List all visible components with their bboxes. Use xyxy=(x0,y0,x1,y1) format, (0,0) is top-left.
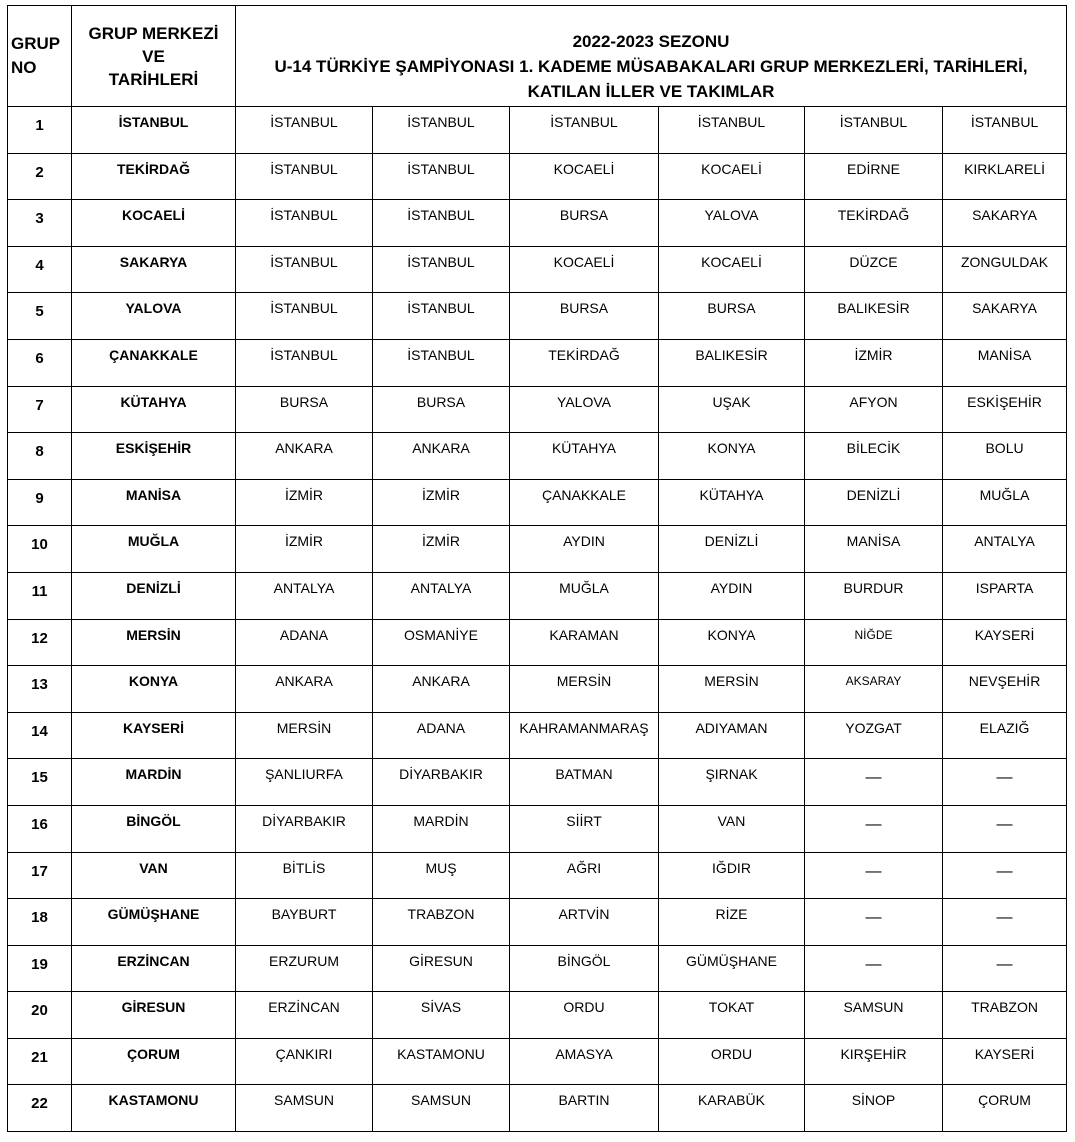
team-cell: BURSA xyxy=(373,386,510,433)
team-cell: İSTANBUL xyxy=(373,107,510,154)
table-row xyxy=(8,619,1067,666)
team-cell: — xyxy=(805,759,943,806)
team-cell: İZMİR xyxy=(236,479,373,526)
team-cell: MERSİN xyxy=(236,712,373,759)
group-center-cell: GÜMÜŞHANE xyxy=(72,899,236,946)
team-cell: ANTALYA xyxy=(943,526,1067,573)
team-cell: ANKARA xyxy=(236,666,373,713)
team-cell: SİİRT xyxy=(510,805,659,852)
group-number-cell: 6 xyxy=(8,339,72,386)
team-cell: MARDİN xyxy=(373,805,510,852)
header-title: 2022-2023 SEZONU U-14 TÜRKİYE ŞAMPİYONASI 1. KADEME MÜSABAKALARI GRUP MERKEZLERİ, TARİHLERİ, KATILAN İLLER VE TAKIMLAR xyxy=(236,6,1067,107)
team-cell: GÜMÜŞHANE xyxy=(659,945,805,992)
team-cell: AYDIN xyxy=(659,572,805,619)
group-number-cell: 15 xyxy=(8,759,72,806)
team-cell: BALIKESİR xyxy=(805,293,943,340)
team-cell: OSMANİYE xyxy=(373,619,510,666)
team-cell: — xyxy=(805,899,943,946)
team-cell: BARTIN xyxy=(510,1085,659,1132)
group-center-cell: GİRESUN xyxy=(72,992,236,1039)
groups-table xyxy=(7,5,1067,1132)
team-cell: — xyxy=(943,805,1067,852)
team-cell: YALOVA xyxy=(659,200,805,247)
team-cell: İSTANBUL xyxy=(659,107,805,154)
team-cell: KIRKLARELİ xyxy=(943,153,1067,200)
group-center-cell: MARDİN xyxy=(72,759,236,806)
team-cell: SİVAS xyxy=(373,992,510,1039)
team-cell: ARTVİN xyxy=(510,899,659,946)
team-cell: ANKARA xyxy=(373,666,510,713)
team-cell: KOCAELİ xyxy=(510,246,659,293)
team-cell: MANİSA xyxy=(805,526,943,573)
team-cell: BURSA xyxy=(510,293,659,340)
table-row xyxy=(8,572,1067,619)
team-cell: EDİRNE xyxy=(805,153,943,200)
team-cell: RİZE xyxy=(659,899,805,946)
team-cell: NEVŞEHİR xyxy=(943,666,1067,713)
team-cell: BİTLİS xyxy=(236,852,373,899)
team-cell: — xyxy=(805,945,943,992)
team-cell: AYDIN xyxy=(510,526,659,573)
team-cell: SAMSUN xyxy=(236,1085,373,1132)
team-cell: TEKİRDAĞ xyxy=(510,339,659,386)
team-cell: TRABZON xyxy=(943,992,1067,1039)
team-cell: İSTANBUL xyxy=(805,107,943,154)
team-cell: BİNGÖL xyxy=(510,945,659,992)
team-cell: BURSA xyxy=(659,293,805,340)
team-cell: ANKARA xyxy=(373,433,510,480)
team-cell: — xyxy=(943,945,1067,992)
group-center-cell: ÇANAKKALE xyxy=(72,339,236,386)
team-cell: BURSA xyxy=(236,386,373,433)
group-center-cell: SAKARYA xyxy=(72,246,236,293)
group-number-cell: 19 xyxy=(8,945,72,992)
team-cell: MUŞ xyxy=(373,852,510,899)
team-cell: BALIKESİR xyxy=(659,339,805,386)
group-center-cell: KASTAMONU xyxy=(72,1085,236,1132)
team-cell: MUĞLA xyxy=(510,572,659,619)
team-cell: ORDU xyxy=(659,1038,805,1085)
table-row xyxy=(8,200,1067,247)
table-row xyxy=(8,1085,1067,1132)
table-header-row xyxy=(8,6,1067,107)
team-cell: ÇORUM xyxy=(943,1085,1067,1132)
table-row xyxy=(8,479,1067,526)
table-row xyxy=(8,246,1067,293)
team-cell: SAMSUN xyxy=(805,992,943,1039)
team-cell: ISPARTA xyxy=(943,572,1067,619)
team-cell: — xyxy=(943,899,1067,946)
team-cell: GİRESUN xyxy=(373,945,510,992)
team-cell: BURSA xyxy=(510,200,659,247)
table-row xyxy=(8,386,1067,433)
table-row xyxy=(8,852,1067,899)
group-center-cell: TEKİRDAĞ xyxy=(72,153,236,200)
group-number-cell: 8 xyxy=(8,433,72,480)
team-cell: İZMİR xyxy=(236,526,373,573)
team-cell: ANKARA xyxy=(236,433,373,480)
group-center-cell: KOCAELİ xyxy=(72,200,236,247)
group-center-cell: MANİSA xyxy=(72,479,236,526)
group-number-cell: 16 xyxy=(8,805,72,852)
table-row xyxy=(8,945,1067,992)
team-cell: KASTAMONU xyxy=(373,1038,510,1085)
team-cell: İZMİR xyxy=(805,339,943,386)
table-row xyxy=(8,526,1067,573)
team-cell: İZMİR xyxy=(373,526,510,573)
team-cell: MERSİN xyxy=(510,666,659,713)
group-center-cell: ESKİŞEHİR xyxy=(72,433,236,480)
team-cell: ESKİŞEHİR xyxy=(943,386,1067,433)
table-row xyxy=(8,293,1067,340)
team-cell: MANİSA xyxy=(943,339,1067,386)
table-row xyxy=(8,666,1067,713)
team-cell: İSTANBUL xyxy=(373,246,510,293)
group-number-cell: 20 xyxy=(8,992,72,1039)
table-row xyxy=(8,759,1067,806)
team-cell: ERZİNCAN xyxy=(236,992,373,1039)
team-cell: TOKAT xyxy=(659,992,805,1039)
team-cell: İSTANBUL xyxy=(236,153,373,200)
team-cell: KIRŞEHİR xyxy=(805,1038,943,1085)
team-cell: SAMSUN xyxy=(373,1085,510,1132)
team-cell: YOZGAT xyxy=(805,712,943,759)
table-row xyxy=(8,805,1067,852)
group-center-cell: KÜTAHYA xyxy=(72,386,236,433)
group-center-cell: KONYA xyxy=(72,666,236,713)
group-number-cell: 22 xyxy=(8,1085,72,1132)
header-grup-no: GRUP NO xyxy=(8,6,72,107)
team-cell: KÜTAHYA xyxy=(659,479,805,526)
team-cell: ANTALYA xyxy=(373,572,510,619)
group-number-cell: 2 xyxy=(8,153,72,200)
group-number-cell: 13 xyxy=(8,666,72,713)
group-number-cell: 1 xyxy=(8,107,72,154)
team-cell: DENİZLİ xyxy=(805,479,943,526)
team-cell: KARABÜK xyxy=(659,1085,805,1132)
team-cell: İSTANBUL xyxy=(236,107,373,154)
team-cell: ELAZIĞ xyxy=(943,712,1067,759)
group-number-cell: 14 xyxy=(8,712,72,759)
group-number-cell: 21 xyxy=(8,1038,72,1085)
table-row xyxy=(8,712,1067,759)
group-number-cell: 5 xyxy=(8,293,72,340)
team-cell: BATMAN xyxy=(510,759,659,806)
group-center-cell: DENİZLİ xyxy=(72,572,236,619)
team-cell: ERZURUM xyxy=(236,945,373,992)
team-cell: ŞIRNAK xyxy=(659,759,805,806)
group-number-cell: 4 xyxy=(8,246,72,293)
team-cell: ÇANKIRI xyxy=(236,1038,373,1085)
team-cell: SAKARYA xyxy=(943,200,1067,247)
team-cell: KARAMAN xyxy=(510,619,659,666)
team-cell: KAYSERİ xyxy=(943,1038,1067,1085)
table-row xyxy=(8,433,1067,480)
team-cell: KAHRAMANMARAŞ xyxy=(510,712,659,759)
team-cell: İSTANBUL xyxy=(236,293,373,340)
group-number-cell: 11 xyxy=(8,572,72,619)
group-center-cell: YALOVA xyxy=(72,293,236,340)
team-cell: KOCAELİ xyxy=(659,246,805,293)
team-cell: İSTANBUL xyxy=(373,200,510,247)
group-number-cell: 12 xyxy=(8,619,72,666)
team-cell: AKSARAY xyxy=(805,666,943,713)
team-cell: YALOVA xyxy=(510,386,659,433)
team-cell: BAYBURT xyxy=(236,899,373,946)
team-cell: KOCAELİ xyxy=(659,153,805,200)
team-cell: DÜZCE xyxy=(805,246,943,293)
team-cell: ADANA xyxy=(373,712,510,759)
group-center-cell: MERSİN xyxy=(72,619,236,666)
team-cell: İSTANBUL xyxy=(373,339,510,386)
team-cell: BİLECİK xyxy=(805,433,943,480)
table-row xyxy=(8,899,1067,946)
team-cell: ŞANLIURFA xyxy=(236,759,373,806)
table-row xyxy=(8,339,1067,386)
team-cell: ORDU xyxy=(510,992,659,1039)
group-number-cell: 3 xyxy=(8,200,72,247)
team-cell: TRABZON xyxy=(373,899,510,946)
group-center-cell: BİNGÖL xyxy=(72,805,236,852)
team-cell: KONYA xyxy=(659,433,805,480)
team-cell: KONYA xyxy=(659,619,805,666)
group-center-cell: ÇORUM xyxy=(72,1038,236,1085)
team-cell: İZMİR xyxy=(373,479,510,526)
table-row xyxy=(8,153,1067,200)
team-cell: BURDUR xyxy=(805,572,943,619)
team-cell: — xyxy=(805,805,943,852)
team-cell: İSTANBUL xyxy=(510,107,659,154)
team-cell: AĞRI xyxy=(510,852,659,899)
group-number-cell: 7 xyxy=(8,386,72,433)
team-cell: DENİZLİ xyxy=(659,526,805,573)
team-cell: TEKİRDAĞ xyxy=(805,200,943,247)
team-cell: KAYSERİ xyxy=(943,619,1067,666)
team-cell: — xyxy=(943,852,1067,899)
group-center-cell: İSTANBUL xyxy=(72,107,236,154)
table-row xyxy=(8,1038,1067,1085)
team-cell: VAN xyxy=(659,805,805,852)
team-cell: KOCAELİ xyxy=(510,153,659,200)
team-cell: ANTALYA xyxy=(236,572,373,619)
team-cell: UŞAK xyxy=(659,386,805,433)
team-cell: İSTANBUL xyxy=(236,246,373,293)
team-cell: IĞDIR xyxy=(659,852,805,899)
team-cell: — xyxy=(805,852,943,899)
team-cell: İSTANBUL xyxy=(236,339,373,386)
team-cell: İSTANBUL xyxy=(943,107,1067,154)
team-cell: NİĞDE xyxy=(805,619,943,666)
team-cell: İSTANBUL xyxy=(373,153,510,200)
group-center-cell: MUĞLA xyxy=(72,526,236,573)
group-number-cell: 17 xyxy=(8,852,72,899)
team-cell: KÜTAHYA xyxy=(510,433,659,480)
group-number-cell: 18 xyxy=(8,899,72,946)
team-cell: ÇANAKKALE xyxy=(510,479,659,526)
group-center-cell: KAYSERİ xyxy=(72,712,236,759)
team-cell: MUĞLA xyxy=(943,479,1067,526)
team-cell: AMASYA xyxy=(510,1038,659,1085)
group-center-cell: ERZİNCAN xyxy=(72,945,236,992)
team-cell: İSTANBUL xyxy=(373,293,510,340)
team-cell: AFYON xyxy=(805,386,943,433)
team-cell: DİYARBAKIR xyxy=(373,759,510,806)
header-grup-merkezi: GRUP MERKEZİ VE TARİHLERİ xyxy=(72,6,236,107)
table-body xyxy=(8,107,1067,1132)
team-cell: MERSİN xyxy=(659,666,805,713)
team-cell: İSTANBUL xyxy=(236,200,373,247)
team-cell: ADANA xyxy=(236,619,373,666)
table-row xyxy=(8,992,1067,1039)
table-row xyxy=(8,107,1067,154)
team-cell: DİYARBAKIR xyxy=(236,805,373,852)
team-cell: BOLU xyxy=(943,433,1067,480)
team-cell: — xyxy=(943,759,1067,806)
group-number-cell: 10 xyxy=(8,526,72,573)
team-cell: SİNOP xyxy=(805,1085,943,1132)
group-center-cell: VAN xyxy=(72,852,236,899)
team-cell: ADIYAMAN xyxy=(659,712,805,759)
team-cell: ZONGULDAK xyxy=(943,246,1067,293)
group-number-cell: 9 xyxy=(8,479,72,526)
team-cell: SAKARYA xyxy=(943,293,1067,340)
